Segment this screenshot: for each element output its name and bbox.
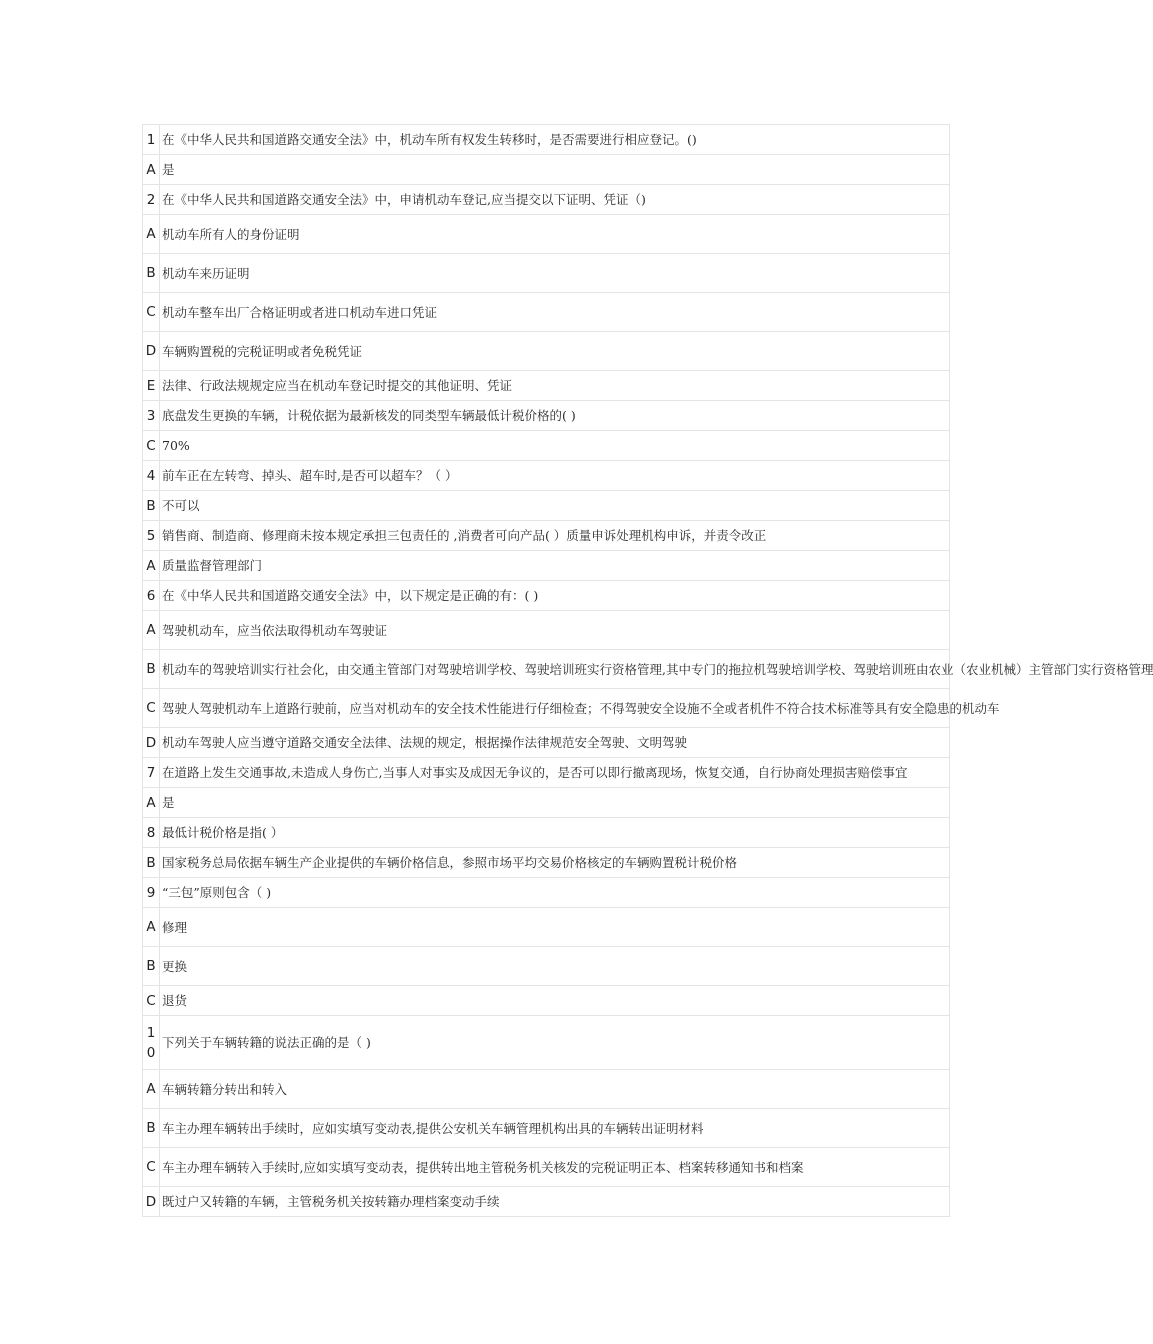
question-row: [143, 185, 950, 215]
answer-text: 既过户又转籍的车辆，主管税务机关按转籍办理档案变动手续: [160, 1187, 950, 1217]
answer-letter: C: [143, 293, 160, 332]
answer-row: [143, 1148, 950, 1187]
question-number: 1: [143, 125, 160, 155]
answer-letter: D: [143, 728, 160, 758]
answer-letter: A: [143, 611, 160, 650]
answer-text: 不可以: [160, 491, 950, 521]
answer-row: [143, 1187, 950, 1217]
question-text: 下列关于车辆转籍的说法正确的是（ ): [160, 1016, 950, 1070]
answer-letter: B: [143, 254, 160, 293]
answer-letter: D: [143, 332, 160, 371]
question-row: [143, 758, 950, 788]
answer-row: [143, 155, 950, 185]
question-text: 销售商、制造商、修理商未按本规定承担三包责任的 ,消费者可向产品( ）质量申诉处理机构申诉，并责令改正: [160, 521, 950, 551]
answer-text: 质量监督管理部门: [160, 551, 950, 581]
answer-letter: A: [143, 155, 160, 185]
answer-row: [143, 551, 950, 581]
answer-text: 车主办理车辆转入手续时,应如实填写变动表，提供转出地主管税务机关核发的完税证明正本、档案转移通知书和档案: [160, 1148, 950, 1187]
question-number: 4: [143, 461, 160, 491]
answer-row: [143, 215, 950, 254]
answer-letter: A: [143, 788, 160, 818]
answer-text: 车辆购置税的完税证明或者免税凭证: [160, 332, 950, 371]
answer-row: [143, 254, 950, 293]
answer-row: [143, 848, 950, 878]
question-row: [143, 461, 950, 491]
question-row: [143, 878, 950, 908]
answer-text: 机动车的驾驶培训实行社会化，由交通主管部门对驾驶培训学校、驾驶培训班实行资格管理,其中专门的拖拉机驾驶培训学校、驾驶培训班由农业（农业机械）主管部门实行资格管理: [160, 650, 950, 689]
answer-text: 70%: [160, 431, 950, 461]
answer-letter: B: [143, 491, 160, 521]
answer-letter: D: [143, 1187, 160, 1217]
answer-letter: B: [143, 1109, 160, 1148]
answer-text: 驾驶人驾驶机动车上道路行驶前，应当对机动车的安全技术性能进行仔细检查；不得驾驶安全设施不全或者机件不符合技术标准等具有安全隐患的机动车: [160, 689, 950, 728]
question-row: [143, 1016, 950, 1070]
question-number: 7: [143, 758, 160, 788]
question-table: [142, 124, 1153, 1217]
answer-letter: B: [143, 848, 160, 878]
answer-row: [143, 1070, 950, 1109]
answer-row: [143, 371, 950, 401]
question-text: 在《中华人民共和国道路交通安全法》中，以下规定是正确的有：( ): [160, 581, 950, 611]
answer-text: 更换: [160, 947, 950, 986]
question-text: 在《中华人民共和国道路交通安全法》中，机动车所有权发生转移时，是否需要进行相应登记。(): [160, 125, 950, 155]
answer-text: 机动车整车出厂合格证明或者进口机动车进口凭证: [160, 293, 950, 332]
answer-text: 车辆转籍分转出和转入: [160, 1070, 950, 1109]
question-text: 在道路上发生交通事故,未造成人身伤亡,当事人对事实及成因无争议的，是否可以即行撤离现场，恢复交通，自行协商处理损害赔偿事宜: [160, 758, 950, 788]
answer-row: [143, 611, 950, 650]
answer-letter: C: [143, 689, 160, 728]
question-text: 底盘发生更换的车辆，计税依据为最新核发的同类型车辆最低计税价格的( ): [160, 401, 950, 431]
answer-letter: C: [143, 1148, 160, 1187]
question-number: 3: [143, 401, 160, 431]
question-number: 10: [143, 1016, 160, 1070]
answer-letter: A: [143, 908, 160, 947]
question-text: 前车正在左转弯、掉头、超车时,是否可以超车？（ ）: [160, 461, 950, 491]
answer-row: [143, 293, 950, 332]
question-text: 在《中华人民共和国道路交通安全法》中，申请机动车登记,应当提交以下证明、凭证（): [160, 185, 950, 215]
answer-text: 国家税务总局依据车辆生产企业提供的车辆价格信息，参照市场平均交易价格核定的车辆购置税计税价格: [160, 848, 950, 878]
answer-text: 驾驶机动车，应当依法取得机动车驾驶证: [160, 611, 950, 650]
answer-text: 机动车所有人的身份证明: [160, 215, 950, 254]
answer-letter: B: [143, 650, 160, 689]
answer-row: [143, 947, 950, 986]
answer-row: [143, 431, 950, 461]
question-row: [143, 581, 950, 611]
answer-row: [143, 332, 950, 371]
answer-row: [143, 650, 950, 689]
answer-text: 车主办理车辆转出手续时，应如实填写变动表,提供公安机关车辆管理机构出具的车辆转出证明材料: [160, 1109, 950, 1148]
answer-text: 机动车驾驶人应当遵守道路交通安全法律、法规的规定，根据操作法律规范安全驾驶、文明驾驶: [160, 728, 950, 758]
answer-letter: B: [143, 947, 160, 986]
answer-text: 法律、行政法规规定应当在机动车登记时提交的其他证明、凭证: [160, 371, 950, 401]
answer-row: [143, 689, 950, 728]
answer-letter: E: [143, 371, 160, 401]
question-number: 9: [143, 878, 160, 908]
answer-letter: C: [143, 431, 160, 461]
answer-letter: A: [143, 1070, 160, 1109]
question-row: [143, 521, 950, 551]
answer-letter: A: [143, 551, 160, 581]
answer-text: 机动车来历证明: [160, 254, 950, 293]
question-text: 最低计税价格是指( ）: [160, 818, 950, 848]
question-number: 5: [143, 521, 160, 551]
question-row: [143, 401, 950, 431]
answer-row: [143, 908, 950, 947]
answer-row: [143, 728, 950, 758]
answer-letter: A: [143, 215, 160, 254]
question-number: 2: [143, 185, 160, 215]
answer-row: [143, 986, 950, 1016]
answer-text: 是: [160, 788, 950, 818]
answer-text: 退货: [160, 986, 950, 1016]
question-text: “三包”原则包含（ ): [160, 878, 950, 908]
answer-text: 修理: [160, 908, 950, 947]
answer-row: [143, 491, 950, 521]
question-number: 6: [143, 581, 160, 611]
answer-row: [143, 1109, 950, 1148]
question-row: [143, 818, 950, 848]
answer-text: 是: [160, 155, 950, 185]
question-row: [143, 125, 950, 155]
answer-letter: C: [143, 986, 160, 1016]
answer-row: [143, 788, 950, 818]
question-number: 8: [143, 818, 160, 848]
